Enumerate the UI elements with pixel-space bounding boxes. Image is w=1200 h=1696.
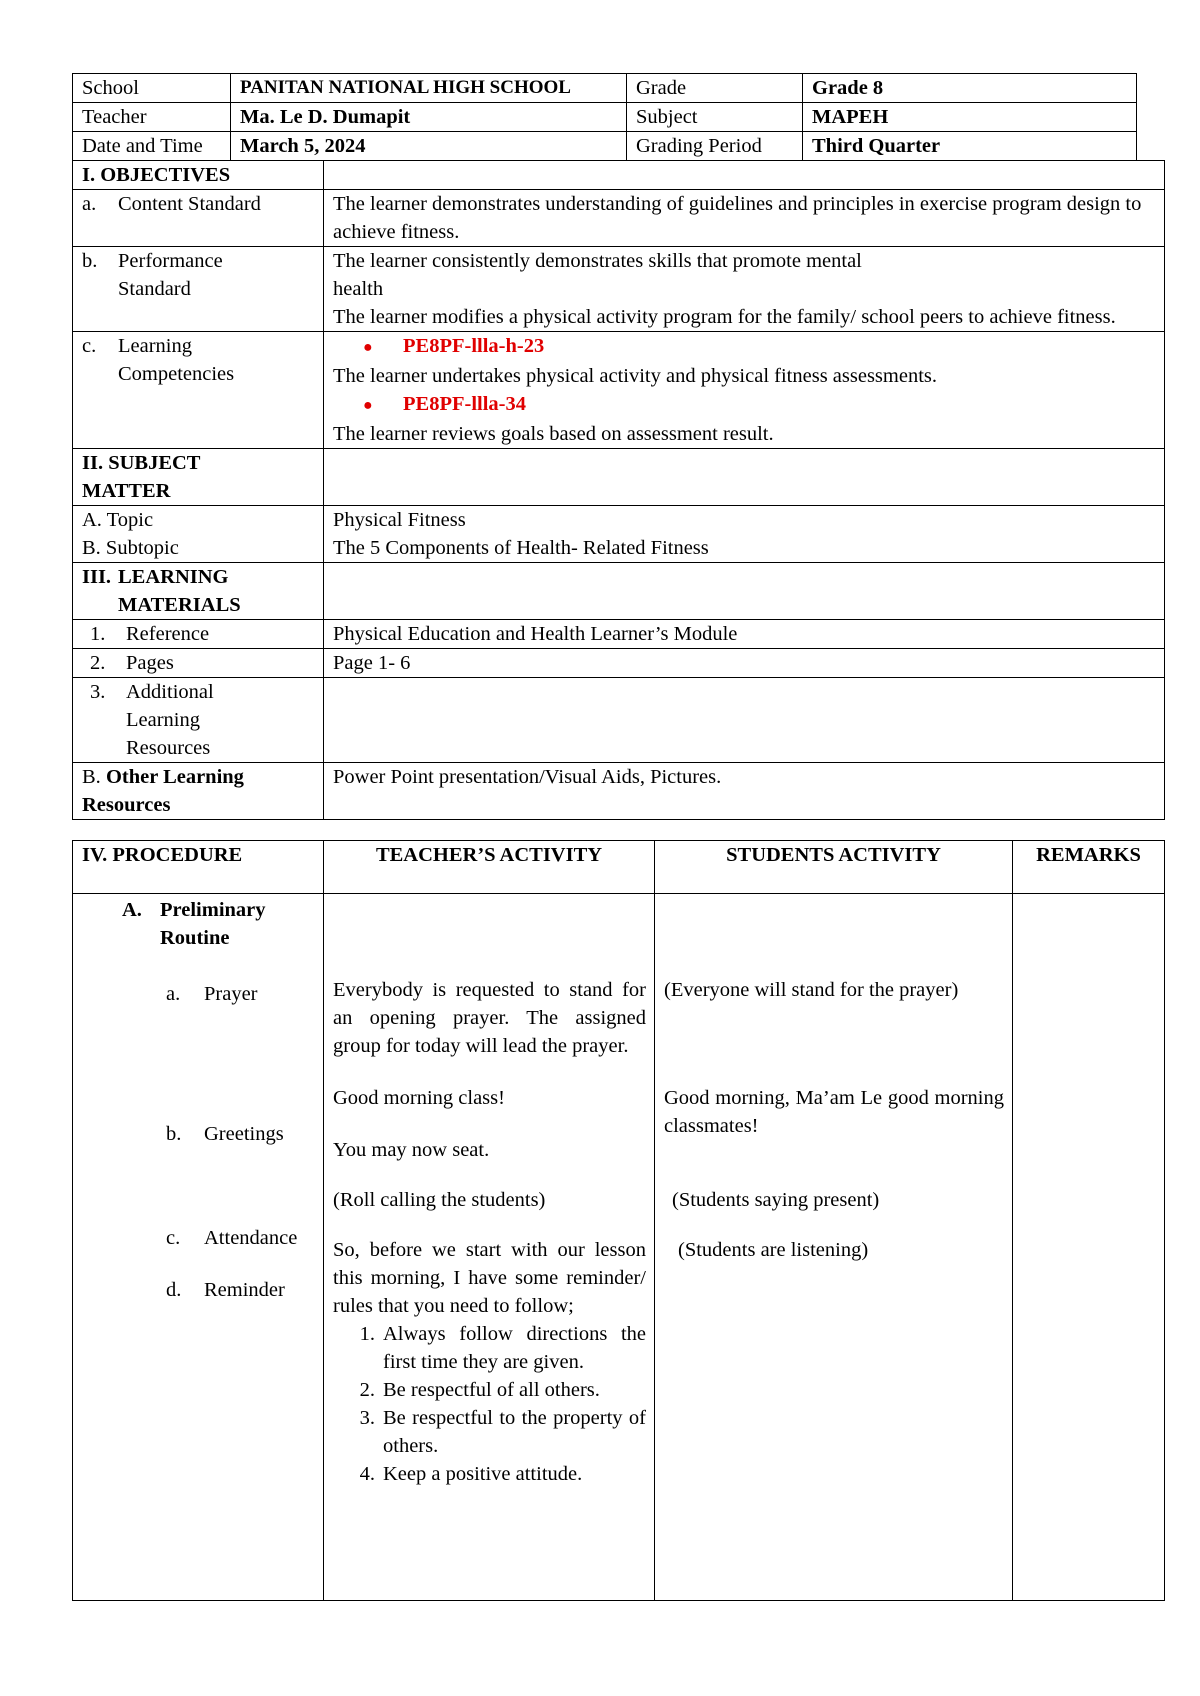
performance-standard-text-label: Performance Standard bbox=[118, 250, 223, 300]
grade-label: Grade bbox=[627, 74, 803, 103]
other-resources-text-label: Other Learning Resources bbox=[82, 766, 244, 816]
subject-matter-heading-text: II. SUBJECT MATTER bbox=[82, 452, 201, 502]
step-prayer-label: Prayer bbox=[204, 983, 258, 1005]
additional-resources-label bbox=[73, 678, 324, 763]
bullet-icon: ● bbox=[363, 339, 373, 356]
reference-text-label: Reference bbox=[126, 623, 210, 645]
rule-text: Be respectful to the property of others. bbox=[383, 1407, 646, 1457]
procedure-table bbox=[72, 840, 1165, 1601]
performance-standard-line-2: The learner modifies a physical activity program for the family/ school peers to achieve fitness. bbox=[333, 306, 1116, 328]
subject-label: Subject bbox=[627, 103, 803, 132]
step-attendance bbox=[82, 1224, 323, 1252]
subtopic-label: B. Subtopic bbox=[82, 537, 179, 559]
performance-standard-text bbox=[324, 247, 1165, 332]
pages-text-label: Pages bbox=[126, 652, 174, 674]
learning-materials-heading bbox=[73, 563, 324, 620]
rule-number: 2. bbox=[359, 1379, 375, 1401]
school-value: PANITAN NATIONAL HIGH SCHOOL bbox=[231, 74, 627, 103]
rule-text: Keep a positive attitude. bbox=[383, 1463, 583, 1485]
additional-resources-mark: 3. bbox=[90, 681, 106, 703]
teacher-reminder-text: So, before we start with our lesson this morning, I have some reminder/ rules that you need to follow; bbox=[333, 1239, 646, 1317]
topic-labels bbox=[73, 506, 324, 563]
remarks-cell bbox=[1013, 894, 1165, 1601]
school-label: School bbox=[73, 74, 231, 103]
teacher-value: Ma. Le D. Dumapit bbox=[231, 103, 627, 132]
grade-value: Grade 8 bbox=[803, 74, 1137, 103]
rule-item bbox=[333, 1460, 654, 1488]
procedure-col-header: IV. PROCEDURE bbox=[73, 841, 324, 894]
rule-number: 4. bbox=[359, 1463, 375, 1485]
topic-label: A. Topic bbox=[82, 509, 154, 531]
competency-text-1: The learner undertakes physical activity and physical fitness assessments. bbox=[333, 365, 937, 387]
reference-mark: 1. bbox=[90, 623, 106, 645]
header-table bbox=[72, 73, 1137, 161]
teacher-greeting-text: Good morning class! bbox=[333, 1087, 505, 1109]
step-greetings-mark: b. bbox=[166, 1123, 182, 1145]
objectives-heading-blank bbox=[324, 161, 1165, 190]
students-activity-col-header: STUDENTS ACTIVITY bbox=[655, 841, 1013, 894]
content-standard-label bbox=[73, 190, 324, 247]
pages-mark: 2. bbox=[90, 652, 106, 674]
topic-values bbox=[324, 506, 1165, 563]
performance-standard-line-1: The learner consistently demonstrates skills that promote mental bbox=[333, 250, 862, 272]
rule-item bbox=[333, 1320, 654, 1376]
pages-label bbox=[73, 649, 324, 678]
students-greeting-text: Good morning, Ma’am Le good morning classmates! bbox=[664, 1087, 1004, 1137]
additional-resources-blank bbox=[324, 678, 1165, 763]
period-label: Grading Period bbox=[627, 132, 803, 161]
performance-standard-label bbox=[73, 247, 324, 332]
other-resources-value: Power Point presentation/Visual Aids, Pictures. bbox=[324, 763, 1165, 820]
learning-materials-text: LEARNING MATERIALS bbox=[118, 566, 241, 616]
teacher-activity-cell bbox=[324, 894, 655, 1601]
learning-competencies-text bbox=[324, 332, 1165, 449]
subject-value: MAPEH bbox=[803, 103, 1137, 132]
step-attendance-mark: c. bbox=[166, 1227, 181, 1249]
rule-number: 3. bbox=[359, 1407, 375, 1429]
students-activity-cell bbox=[655, 894, 1013, 1601]
learning-competencies-text-label: Learning Competencies bbox=[118, 335, 235, 385]
procedure-steps-cell bbox=[73, 894, 324, 1601]
competency-code-1: PE8PF-llla-h-23 bbox=[403, 335, 545, 357]
learning-competencies-label bbox=[73, 332, 324, 449]
content-standard-text-label: Content Standard bbox=[118, 193, 261, 215]
teacher-activity-col-header: TEACHER’S ACTIVITY bbox=[324, 841, 655, 894]
rule-text: Always follow directions the first time they are given. bbox=[383, 1323, 646, 1373]
performance-standard-mark: b. bbox=[82, 250, 98, 272]
content-standard-text: The learner demonstrates understanding of guidelines and principles in exercise program design to achieve fitness. bbox=[324, 190, 1165, 247]
rule-number: 1. bbox=[359, 1323, 375, 1345]
other-resources-mark: B. bbox=[82, 766, 101, 788]
students-reminder-text: (Students are listening) bbox=[678, 1239, 869, 1261]
objectives-heading: I. OBJECTIVES bbox=[73, 161, 324, 190]
bullet-icon: ● bbox=[363, 397, 373, 414]
teacher-label: Teacher bbox=[73, 103, 231, 132]
rule-item bbox=[333, 1376, 654, 1404]
step-greetings bbox=[82, 1120, 323, 1148]
rule-text: Be respectful of all others. bbox=[383, 1379, 600, 1401]
teacher-prayer-text: Everybody is requested to stand for an opening prayer. The assigned group for today will lead the prayer. bbox=[333, 979, 646, 1057]
additional-resources-text-label: Additional Learning Resources bbox=[126, 681, 214, 759]
teacher-attendance-text: (Roll calling the students) bbox=[333, 1189, 546, 1211]
students-attendance-text: (Students saying present) bbox=[672, 1189, 880, 1211]
students-prayer-text: (Everyone will stand for the prayer) bbox=[664, 979, 959, 1001]
period-value: Third Quarter bbox=[803, 132, 1137, 161]
learning-competencies-mark: c. bbox=[82, 335, 97, 357]
step-reminder-label: Reminder bbox=[204, 1279, 285, 1301]
step-reminder bbox=[82, 1276, 323, 1304]
step-reminder-mark: d. bbox=[166, 1279, 182, 1301]
subject-matter-blank bbox=[324, 449, 1165, 506]
date-value: March 5, 2024 bbox=[231, 132, 627, 161]
rule-item bbox=[333, 1404, 654, 1460]
subject-matter-heading bbox=[73, 449, 324, 506]
learning-materials-num: III. bbox=[82, 566, 112, 588]
other-resources-label bbox=[73, 763, 324, 820]
step-prayer bbox=[82, 980, 323, 1008]
preliminary-routine-heading bbox=[82, 896, 323, 952]
step-prayer-mark: a. bbox=[166, 983, 181, 1005]
objectives-table bbox=[72, 160, 1165, 820]
subtopic-value: The 5 Components of Health- Related Fitness bbox=[333, 537, 709, 559]
teacher-seat-text: You may now seat. bbox=[333, 1139, 490, 1161]
pages-value: Page 1- 6 bbox=[324, 649, 1165, 678]
reference-label bbox=[73, 620, 324, 649]
competency-code-2: PE8PF-llla-34 bbox=[403, 393, 526, 415]
learning-materials-blank bbox=[324, 563, 1165, 620]
date-label: Date and Time bbox=[73, 132, 231, 161]
step-attendance-label: Attendance bbox=[204, 1227, 298, 1249]
competency-text-2: The learner reviews goals based on assessment result. bbox=[333, 423, 774, 445]
step-greetings-label: Greetings bbox=[204, 1123, 284, 1145]
remarks-col-header: REMARKS bbox=[1013, 841, 1165, 894]
content-standard-mark: a. bbox=[82, 193, 97, 215]
reference-value: Physical Education and Health Learner’s Module bbox=[324, 620, 1165, 649]
preliminary-routine-label: Preliminary Routine bbox=[160, 899, 266, 949]
preliminary-routine-mark: A. bbox=[122, 899, 142, 921]
performance-standard-line-1b: health bbox=[333, 278, 384, 300]
topic-value: Physical Fitness bbox=[333, 509, 466, 531]
